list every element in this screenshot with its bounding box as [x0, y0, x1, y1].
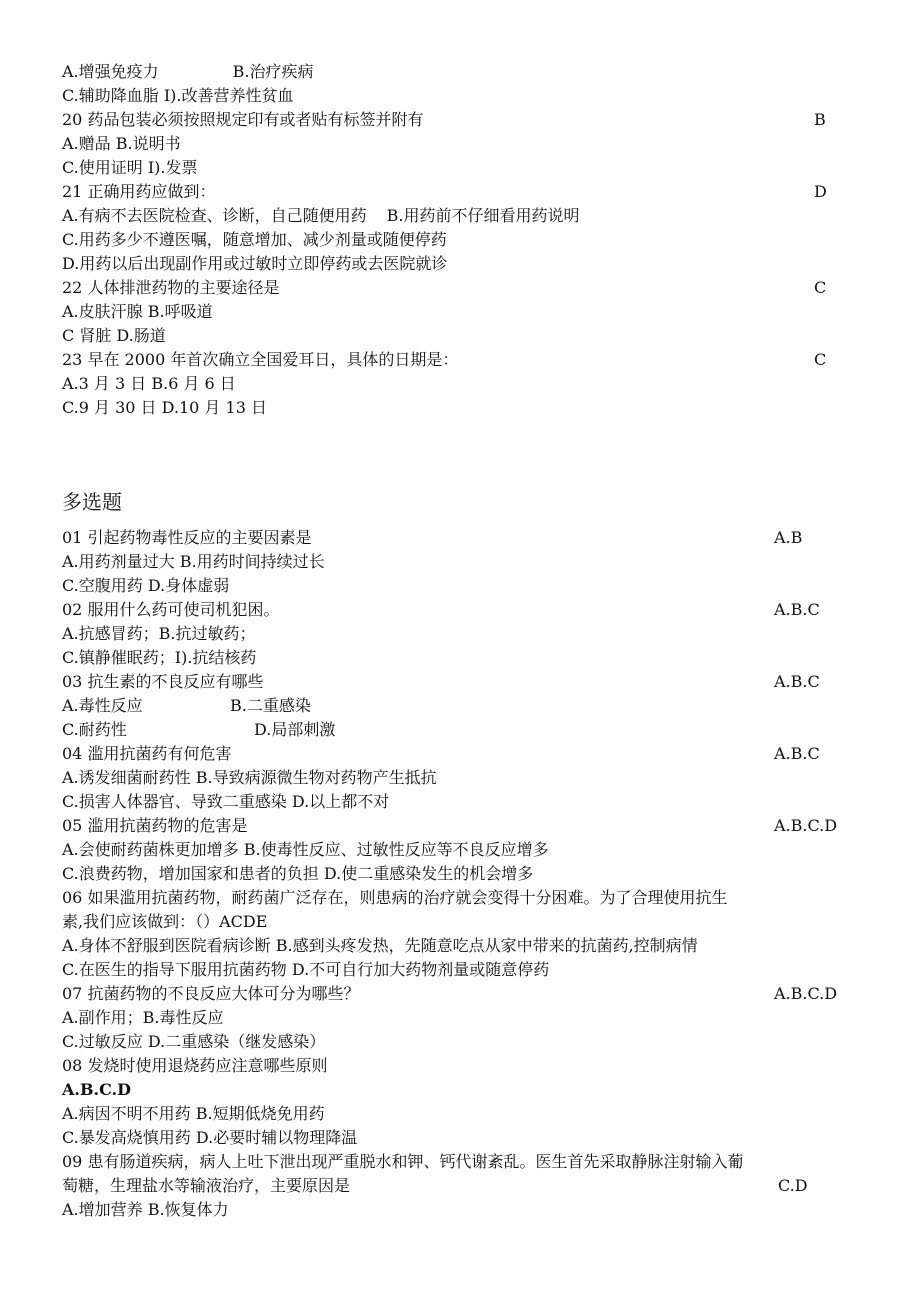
answer-label: A.B.C.D: [774, 816, 838, 835]
answer-label: A.B: [774, 528, 803, 547]
question-line: [62, 348, 862, 372]
option-line: A.增加营养 B.恢复体力: [62, 1200, 229, 1219]
question-text: 01 引起药物毒性反应的主要因素是: [62, 528, 312, 547]
question-line: [62, 526, 862, 550]
option-line: [62, 60, 862, 84]
option-line: C.用药多少不遵医嘱，随意增加、减少剂量或随便停药: [62, 230, 447, 249]
option-line: A.抗感冒药；B.抗过敏药；: [62, 624, 256, 643]
option-b: B.二重感染: [230, 696, 311, 715]
answer-label: A.B.C.D: [774, 984, 838, 1003]
answer-label: B: [814, 110, 826, 129]
option-line: A.皮肤汗腺 B.呼吸道: [62, 302, 213, 321]
option-line: A.副作用；B.毒性反应: [62, 1008, 224, 1027]
option-line: A.会使耐药菌株更加增多 B.使毒性反应、过敏性反应等不良反应增多: [62, 840, 549, 859]
question-line: 08 发烧时使用退烧药应注意哪些原则: [62, 1056, 328, 1075]
question-text: 07 抗菌药物的不良反应大体可分为哪些？: [62, 984, 360, 1003]
option-line: [62, 718, 862, 742]
answer-label: A.B.C: [774, 672, 820, 691]
question-line: [62, 276, 862, 300]
question-line: [62, 180, 862, 204]
question-line: 09 患有肠道疾病，病人上吐下泄出现严重脱水和钾、钙代谢紊乱。医生首先采取静脉注射输入葡: [62, 1152, 744, 1171]
answer-label: A.B.C.D: [62, 1080, 131, 1099]
question-text: 22 人体排泄药物的主要途径是: [62, 278, 280, 297]
option-line: A.赠品 B.说明书: [62, 134, 181, 153]
option-line: C.过敏反应 D.二重感染（继发感染）: [62, 1032, 326, 1051]
answer-label: A.B.C: [774, 744, 820, 763]
question-line: [62, 670, 862, 694]
document-page: [62, 60, 862, 1222]
question-text: 05 滥用抗菌药物的危害是: [62, 816, 248, 835]
question-line: [62, 982, 862, 1006]
answer-label: A.B.C: [774, 600, 820, 619]
option-line: C.浪费药物，增加国家和患者的负担 D.使二重感染发生的机会增多: [62, 864, 534, 883]
option-line: A.病因不明不用药 B.短期低烧免用药: [62, 1104, 325, 1123]
question-line: 06 如果滥用抗菌药物，耐药菌广泛存在，则患病的治疗就会变得十分困难。为了合理使用抗生: [62, 888, 728, 907]
question-text: 23 早在 2000 年首次确立全国爱耳日，具体的日期是：: [62, 350, 459, 369]
question-line: 素,我们应该做到：（）ACDE: [62, 912, 268, 931]
option-line: C.辅助降血脂 I).改善营养性贫血: [62, 86, 294, 105]
option-a: A.有病不去医院检查、诊断，自己随便用药: [62, 206, 367, 225]
question-line: [62, 742, 862, 766]
question-text: 萄糖，生理盐水等输液治疗，主要原因是: [62, 1176, 351, 1195]
option-line: A.3 月 3 日 B.6 月 6 日: [62, 374, 236, 393]
option-a: A.增强免疫力: [62, 62, 159, 81]
option-line: C.损害人体器官、导致二重感染 D.以上都不对: [62, 792, 390, 811]
option-line: C.在医生的指导下服用抗菌药物 D.不可自行加大药物剂量或随意停药: [62, 960, 550, 979]
option-b: B.用药前不仔细看用药说明: [386, 206, 580, 225]
answer-label: D: [814, 182, 827, 201]
option-line: C.空腹用药 D.身体虚弱: [62, 576, 230, 595]
answer-label: C.D: [778, 1176, 808, 1195]
option-a: A.毒性反应: [62, 696, 143, 715]
answer-label: C: [814, 350, 827, 369]
option-line: A.用药剂量过大 B.用药时间持续过长: [62, 552, 325, 571]
question-text: 02 服用什么药可使司机犯困。: [62, 600, 280, 619]
question-line: [62, 598, 862, 622]
option-line: C.使用证明 I).发票: [62, 158, 198, 177]
question-text: 21 正确用药应做到：: [62, 182, 216, 201]
option-d: D.局部刺激: [254, 720, 336, 739]
question-text: 04 滥用抗菌药有何危害: [62, 744, 232, 763]
question-line: [62, 1174, 862, 1198]
option-line: C.暴发高烧慎用药 D.必要时辅以物理降温: [62, 1128, 358, 1147]
question-text: 20 药品包装必须按照规定印有或者贴有标签并附有: [62, 110, 424, 129]
option-line: C.9 月 30 日 D.10 月 13 日: [62, 398, 267, 417]
question-line: [62, 108, 862, 132]
option-b: B.治疗疾病: [232, 62, 314, 81]
option-line: A.诱发细菌耐药性 B.导致病源微生物对药物产生抵抗: [62, 768, 437, 787]
option-line: C.镇静催眠药；I).抗结核药: [62, 648, 257, 667]
option-line: [62, 204, 862, 228]
option-line: A.身体不舒服到医院看病诊断 B.感到头疼发热，先随意吃点从家中带来的抗菌药,控制病情: [62, 936, 698, 955]
option-c: C.耐药性: [62, 720, 127, 739]
question-line: [62, 814, 862, 838]
answer-label: C: [814, 278, 827, 297]
question-text: 03 抗生素的不良反应有哪些: [62, 672, 264, 691]
option-line: D.用药以后出现副作用或过敏时立即停药或去医院就诊: [62, 254, 448, 273]
section-title: 多选题: [62, 490, 122, 514]
option-line: C 肾脏 D.肠道: [62, 326, 166, 345]
option-line: [62, 694, 862, 718]
